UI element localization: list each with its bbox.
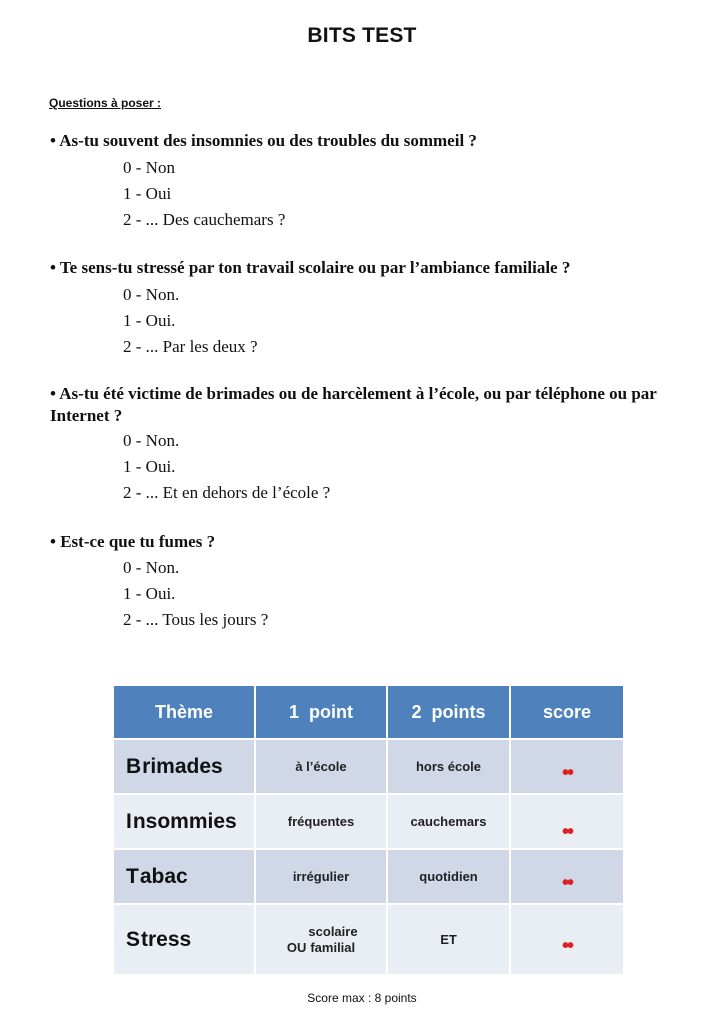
- table-row: [114, 739, 624, 794]
- theme-initial: S: [126, 927, 141, 951]
- header-two-points: 2 points: [387, 686, 510, 739]
- question-1: • As-tu souvent des insomnies ou des troubles du sommeil ?: [50, 131, 477, 150]
- one-point-stack: [284, 924, 357, 956]
- theme-rest: rimades: [142, 754, 223, 778]
- one-point-cell: à l’école: [255, 739, 387, 794]
- theme-cell: [114, 904, 255, 974]
- theme-initial: T: [126, 864, 139, 888]
- theme-cell: [114, 739, 255, 794]
- two-points-cell: cauchemars: [387, 794, 510, 849]
- two-points-cell: ET: [387, 904, 510, 974]
- two-points-cell: quotidien: [387, 849, 510, 904]
- table-row: [114, 904, 624, 974]
- answers-4: [123, 555, 268, 633]
- answer-option: 0 - Non.: [123, 431, 180, 450]
- answer-option: 1 - Oui.: [123, 457, 176, 476]
- one-point-bottom: familial: [310, 939, 356, 955]
- theme-cell: [114, 849, 255, 904]
- two-points-cell: hors école: [387, 739, 510, 794]
- theme-cell: [114, 794, 255, 849]
- score-dots: ••: [561, 820, 572, 843]
- answer-option: 0 - Non: [123, 158, 175, 177]
- answers-1: [123, 155, 285, 233]
- questions-heading: Questions à poser :: [49, 96, 162, 110]
- answer-option: 2 - ... Par les deux ?: [123, 337, 258, 356]
- answer-option: 1 - Oui.: [123, 311, 176, 330]
- score-cell: [510, 849, 624, 904]
- bits-score-table: [114, 686, 625, 974]
- one-point-ou: OU: [286, 939, 307, 955]
- score-dots: ••: [561, 871, 572, 894]
- question-4: • Est-ce que tu fumes ?: [50, 532, 216, 551]
- score-cell: [510, 904, 624, 974]
- score-cell: [510, 739, 624, 794]
- theme-rest: abac: [139, 864, 188, 888]
- header-score: score: [510, 686, 624, 739]
- one-point-cell: irrégulier: [255, 849, 387, 904]
- answer-option: 1 - Oui.: [123, 584, 176, 603]
- theme-rest: tress: [141, 927, 192, 951]
- one-point-cell: [255, 904, 387, 974]
- score-cell: [510, 794, 624, 849]
- one-point-top: scolaire: [308, 923, 358, 939]
- answer-option: 2 - ... Et en dehors de l’école ?: [123, 483, 331, 502]
- answer-option: 0 - Non.: [123, 285, 180, 304]
- theme-initial: I: [126, 809, 132, 833]
- answers-2: [123, 282, 258, 360]
- question-2: • Te sens-tu stressé par ton travail scolaire ou par l’ambiance familiale ?: [50, 258, 571, 277]
- theme-initial: B: [126, 754, 142, 778]
- score-max-note: Score max : 8 points: [307, 991, 417, 1005]
- answer-option: 2 - ... Des cauchemars ?: [123, 210, 286, 229]
- header-theme: Thème: [114, 686, 255, 739]
- table-row: [114, 794, 624, 849]
- answer-option: 1 - Oui: [123, 184, 172, 203]
- answers-3: [123, 428, 330, 506]
- header-one-point: 1 point: [255, 686, 387, 739]
- table-header-row: [114, 686, 624, 739]
- score-dots: ••: [561, 934, 572, 957]
- one-point-cell: fréquentes: [255, 794, 387, 849]
- answer-option: 2 - ... Tous les jours ?: [123, 610, 269, 629]
- table-row: [114, 849, 624, 904]
- score-dots: ••: [561, 761, 572, 784]
- answer-option: 0 - Non.: [123, 558, 180, 577]
- page-title: BITS TEST: [307, 24, 417, 47]
- theme-rest: nsommies: [132, 809, 237, 833]
- question-3: • As-tu été victime de brimades ou de harcèlement à l’école, ou par téléphone ou par Internet ?: [50, 384, 657, 425]
